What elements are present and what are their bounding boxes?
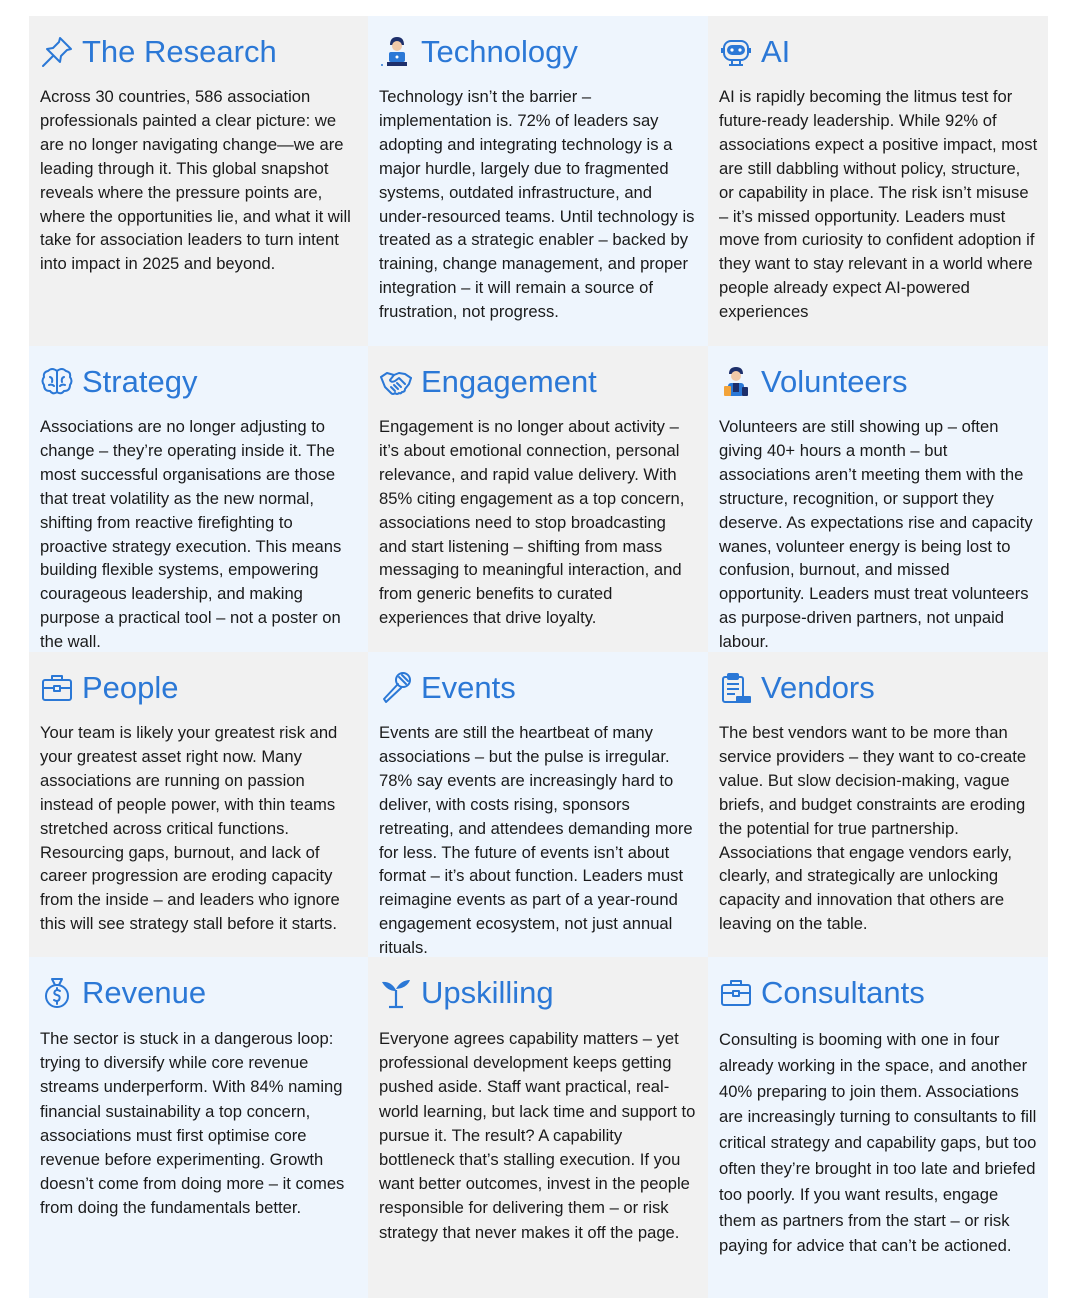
card-strategy: [29, 346, 368, 652]
card-title: Vendors: [761, 670, 875, 705]
person-laptop-icon: [379, 35, 415, 69]
money-bag-icon: [40, 976, 76, 1010]
card-body: The best vendors want to be more than service providers – they want to co-create value. But slow decision-making, vague briefs, and budget constraints are eroding the potential for true partnership. Associations that engage vendors early, clearly, and strategically are unlocking capacity and innovation that others are leaving on the table.: [719, 723, 1027, 934]
handshake-icon: [379, 365, 415, 399]
card-revenue: [29, 957, 368, 1298]
clipboard-icon: [719, 671, 755, 705]
card-body: AI is rapidly becoming the litmus test for future-ready leadership. While 92% of associations expect a positive impact, most are still dabbling without policy, structure, or capability in place. The risk isn’t misuse – it’s missed opportunity. Leaders must move from curiosity to confident adoption if they want to stay relevant in a world where people already expect AI-powered experiences: [719, 87, 1038, 322]
card-body: Volunteers are still showing up – often giving 40+ hours a month – but associations aren’t meeting them with the structure, recognition, or support they deserve. As expectations rise and capacity wanes, volunteer energy is being lost to confusion, burnout, and missed opportunity. Leaders must treat volunteers as purpose-driven partners, not unpaid labour.: [719, 417, 1033, 652]
card-body: Your team is likely your greatest risk and your greatest asset right now. Many associations are running on passion instead of people power, with thin teams stretched across critical functions. Resourcing gaps, burnout, and lack of career progression are eroding capacity from the inside – and leaders who ignore this will see strategy stall before it starts.: [40, 723, 340, 934]
card-body: The sector is stuck in a dangerous loop: trying to diversify while core revenue streams underperform. With 84% naming financial sustainability a top concern, associations must first optimise core revenue before experimenting. Growth doesn’t come from doing more – it comes from doing the fundamentals better.: [40, 1029, 345, 1218]
card-body: Associations are no longer adjusting to change – they’re operating inside it. The most successful organisations are those that treat volatility as the new normal, shifting from reactive firefighting to proactive strategy execution. This means building flexible systems, empowering courageous leadership, and making purpose a practical tool – not a poster on the wall.: [40, 417, 342, 652]
brain-icon: [40, 365, 76, 399]
card-body: Across 30 countries, 586 association professionals painted a clear picture: we are no longer navigating change—we are leading through it. This global snapshot reveals where the pressure points are, where the opportunities lie, and what it will take for association leaders to turn intent into impact in 2025 and beyond.: [40, 87, 351, 274]
topic-grid: [29, 16, 1048, 1298]
microphone-icon: [379, 671, 415, 705]
card-body: Technology isn’t the barrier – implementation is. 72% of leaders say adopting and integrating technology is a major hurdle, largely due to fragmented systems, outdated infrastructure, and under-resourced teams. Until technology is treated as a strategic enabler – backed by training, change management, and proper integration – it will remain a source of frustration, not progress.: [379, 87, 695, 322]
card-title: Revenue: [82, 975, 207, 1010]
card-body: Events are still the heartbeat of many associations – but the pulse is irregular. 78% say events are increasingly hard to deliver, with costs rising, sponsors retreating, and attendees demanding more for less. The future of events isn’t about format – it’s about function. Leaders must reimagine events as part of a year-round engagement ecosystem, not just annual rituals.: [379, 723, 693, 957]
pin-icon: [40, 35, 76, 69]
seedling-icon: [379, 976, 415, 1010]
card-title: Volunteers: [761, 364, 908, 399]
card-title: Strategy: [82, 364, 198, 399]
volunteer-icon: [719, 365, 755, 399]
briefcase-icon: [40, 671, 76, 705]
card-technology: [368, 16, 708, 346]
card-volunteers: [708, 346, 1048, 652]
briefcase-icon: [719, 976, 755, 1010]
card-title: Events: [421, 670, 516, 705]
card-title: People: [82, 670, 179, 705]
card-engagement: [368, 346, 708, 652]
card-body: Engagement is no longer about activity – it’s about emotional connection, personal relevance, and rapid value delivery. With 85% citing engagement as a top concern, associations need to stop broadcasting and start listening – shifting from mass messaging to meaningful interaction, and from generic benefits to curated experiences that drive loyalty.: [379, 417, 685, 628]
card-body: Consulting is booming with one in four already working in the space, and another 40% preparing to join them. Associations are increasingly turning to consultants to fill critical strategy and capability gaps, but too often they’re brought in too late and briefed too poorly. If you want results, engage them as partners from the start – or risk paying for advice that can’t be actioned.: [719, 1030, 1037, 1256]
card-title: AI: [761, 34, 791, 69]
card-the-research: [29, 16, 368, 346]
card-vendors: [708, 652, 1048, 957]
card-upskilling: [368, 957, 708, 1298]
card-title: The Research: [82, 34, 277, 69]
card-ai: [708, 16, 1048, 346]
card-title: Technology: [421, 34, 578, 69]
robot-icon: [719, 35, 755, 69]
card-people: [29, 652, 368, 957]
card-consultants: [708, 957, 1048, 1298]
card-title: Upskilling: [421, 975, 554, 1010]
card-title: Consultants: [761, 975, 925, 1010]
card-events: [368, 652, 708, 957]
card-body: Everyone agrees capability matters – yet professional development keeps getting pushed aside. Staff want practical, real-world learning, but lack time and support to pursue it. The result? A capability bottleneck that’s stalling execution. If you want better outcomes, invest in the people responsible for delivering them – or risk strategy that never makes it off the page.: [379, 1029, 696, 1242]
card-title: Engagement: [421, 364, 597, 399]
